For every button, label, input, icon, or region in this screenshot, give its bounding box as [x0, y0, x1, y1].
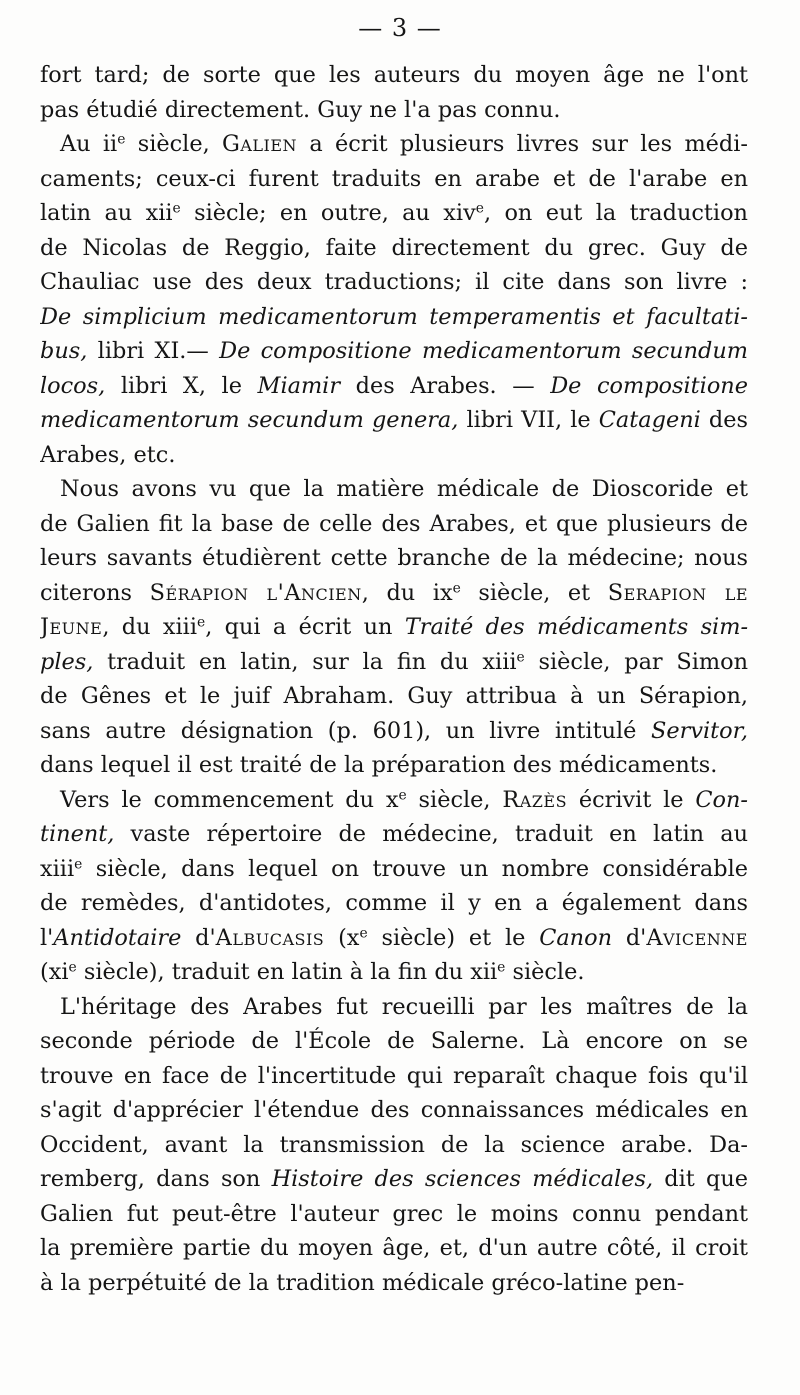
italic-run: Catageni	[598, 407, 701, 433]
text-run: s'agit d'apprécier l'étendue des connaissances médicales en	[40, 1097, 748, 1123]
text-line	[40, 1128, 748, 1163]
text-run: leurs savants étudièrent cette branche de la médecine; nous	[40, 545, 748, 571]
text-run: libri VII, le	[458, 407, 599, 433]
text-line	[40, 438, 748, 473]
text-run: siècle, par Simon	[524, 648, 748, 675]
body-text	[40, 58, 748, 1300]
text-line	[40, 1024, 748, 1059]
text-run: dit que	[653, 1166, 748, 1192]
text-line	[40, 679, 748, 714]
superscript: e	[197, 614, 206, 631]
text-line	[40, 300, 748, 335]
paragraph	[40, 127, 748, 472]
text-run: libri X, le	[105, 372, 258, 399]
text-line	[40, 1093, 748, 1128]
text-run: traduit en latin, sur la fin du xiii	[93, 648, 517, 675]
paragraph	[40, 990, 748, 1301]
italic-run: locos,	[40, 372, 106, 399]
text-run: d'	[181, 924, 216, 951]
small-caps-name: Sérapion l'Ancien	[149, 579, 362, 606]
text-line	[40, 196, 748, 231]
text-run: libri XI.—	[87, 338, 220, 364]
superscript: e	[172, 200, 181, 217]
small-caps-name: Albucasis	[215, 924, 325, 951]
text-run: siècle, dans lequel on trouve un nombre considérable	[82, 855, 748, 882]
superscript: e	[359, 924, 368, 941]
small-caps-name: Galien	[221, 131, 298, 157]
text-run: (x	[324, 924, 360, 951]
page-number: — 3 —	[358, 14, 442, 42]
italic-run: De compositione medicamentorum secundum	[219, 338, 748, 364]
superscript: e	[452, 579, 461, 596]
superscript: e	[68, 959, 77, 976]
text-line	[40, 748, 748, 783]
text-run: siècle) et le	[367, 924, 540, 951]
text-run: Au ii	[60, 131, 118, 157]
text-run: a écrit plusieurs livres sur les médi-	[297, 131, 748, 157]
text-run: siècle), traduit en latin à la fin du xii	[76, 959, 498, 985]
text-run: de remèdes, d'antidotes, comme il y en a également dans	[40, 890, 748, 916]
text-run: fort tard; de sorte que les auteurs du moyen âge ne l'ont	[40, 62, 748, 88]
text-run: siècle,	[406, 786, 503, 813]
text-line	[40, 93, 748, 128]
text-run: Arabes, etc.	[40, 441, 176, 468]
text-run: Vers le commencement du x	[60, 786, 399, 813]
text-run: trouve en face de l'incertitude qui reparaît chaque fois qu'il	[40, 1062, 748, 1089]
text-run: sans autre désignation (p. 601), un livre intitulé	[40, 717, 652, 744]
text-line	[40, 58, 748, 93]
text-line	[40, 817, 748, 852]
text-run: pas étudié directement. Guy ne l'a pas connu.	[40, 96, 561, 123]
paragraph	[40, 472, 748, 783]
text-line	[40, 472, 748, 507]
italic-run: De simplicium medicamentorum temperamentis et facultati-	[40, 303, 748, 330]
text-line	[40, 1162, 748, 1197]
superscript: e	[74, 855, 83, 872]
text-run: , du xiii	[102, 614, 197, 640]
text-run: écrivit le	[567, 786, 696, 813]
italic-run: tinent,	[40, 821, 115, 847]
small-caps-name: Serapion le	[607, 579, 748, 606]
text-run: (xi	[40, 959, 69, 985]
paragraph	[40, 58, 748, 127]
text-run: siècle.	[505, 959, 585, 985]
small-caps-name: Jeune	[40, 614, 103, 640]
small-caps-name: Razès	[502, 786, 568, 813]
text-run: , on eut la traduction	[483, 200, 748, 226]
text-run: l'	[40, 924, 54, 951]
text-run: vaste répertoire de médecine, traduit en latin au	[114, 821, 748, 847]
text-line	[40, 403, 748, 438]
italic-run: Miamir	[257, 372, 341, 399]
text-run: caments; ceux-ci furent traduits en arabe et de l'arabe en	[40, 165, 748, 192]
text-line	[40, 1059, 748, 1094]
text-line	[40, 714, 748, 749]
text-run: de Gênes et le juif Abraham. Guy attribua à un Sérapion,	[40, 683, 748, 709]
text-run: de Nicolas de Reggio, faite directement du grec. Guy de	[40, 234, 748, 261]
italic-run: Traité des médicaments sim-	[404, 614, 748, 640]
paragraph	[40, 783, 748, 990]
text-line	[40, 990, 748, 1025]
text-line	[40, 610, 748, 645]
text-line	[40, 162, 748, 197]
superscript: e	[398, 786, 407, 803]
text-run: , du ix	[361, 579, 453, 606]
italic-run: bus,	[40, 338, 88, 364]
text-run: Chauliac use des deux traductions; il cite dans son livre :	[40, 269, 748, 295]
text-run: à la perpétuité de la tradition médicale gréco-latine pen-	[40, 1269, 685, 1296]
superscript: e	[117, 131, 126, 148]
text-line	[40, 921, 748, 956]
superscript: e	[516, 648, 525, 665]
text-run: latin au xii	[40, 200, 173, 226]
superscript: e	[497, 959, 506, 976]
text-run: la première partie du moyen âge, et, d'un autre côté, il croit	[40, 1235, 748, 1261]
text-run: d'	[612, 924, 647, 951]
text-run: des	[700, 407, 748, 433]
text-run: Galien fut peut-être l'auteur grec le moins connu pendant	[40, 1200, 748, 1227]
text-run: de Galien fit la base de celle des Arabes, et que plusieurs de	[40, 510, 748, 537]
text-run: , qui a écrit un	[205, 614, 405, 640]
text-line	[40, 852, 748, 887]
text-line	[40, 369, 748, 404]
text-line	[40, 645, 748, 680]
text-line	[40, 1266, 748, 1301]
text-run: seconde période de l'École de Salerne. Là encore on se	[40, 1028, 748, 1054]
italic-run: Servitor,	[651, 717, 748, 744]
text-run: Nous avons vu que la matière médicale de Dioscoride et	[60, 476, 748, 502]
text-run: Occident, avant la transmission de la science arabe. Da-	[40, 1131, 748, 1158]
text-line	[40, 886, 748, 921]
text-run: xiii	[40, 855, 75, 882]
text-line	[40, 1231, 748, 1266]
text-run: remberg, dans son	[40, 1166, 272, 1192]
text-run: des Arabes. —	[340, 372, 551, 399]
text-run: L'héritage des Arabes fut recueilli par les maîtres de la	[60, 993, 748, 1020]
italic-run: ples,	[40, 648, 94, 675]
text-line	[40, 231, 748, 266]
text-line	[40, 576, 748, 611]
superscript: e	[475, 200, 484, 217]
text-line	[40, 541, 748, 576]
text-run: siècle, et	[460, 579, 608, 606]
text-line	[40, 955, 748, 990]
text-run: siècle,	[125, 131, 222, 157]
text-line	[40, 783, 748, 818]
text-run: siècle; en outre, au xiv	[180, 200, 476, 226]
italic-run: Histoire des sciences médicales,	[271, 1166, 654, 1192]
small-caps-name: Avicenne	[646, 924, 748, 951]
text-run: citerons	[40, 579, 150, 606]
italic-run: De compositione	[550, 372, 748, 399]
italic-run: medicamentorum secundum genera,	[40, 407, 459, 433]
italic-run: Con-	[695, 786, 748, 813]
italic-run: Antidotaire	[53, 924, 182, 951]
text-line	[40, 127, 748, 162]
text-run: dans lequel il est traité de la préparation des médicaments.	[40, 752, 718, 778]
text-line	[40, 507, 748, 542]
text-line	[40, 1197, 748, 1232]
text-line	[40, 334, 748, 369]
italic-run: Canon	[539, 924, 613, 951]
text-line	[40, 265, 748, 300]
